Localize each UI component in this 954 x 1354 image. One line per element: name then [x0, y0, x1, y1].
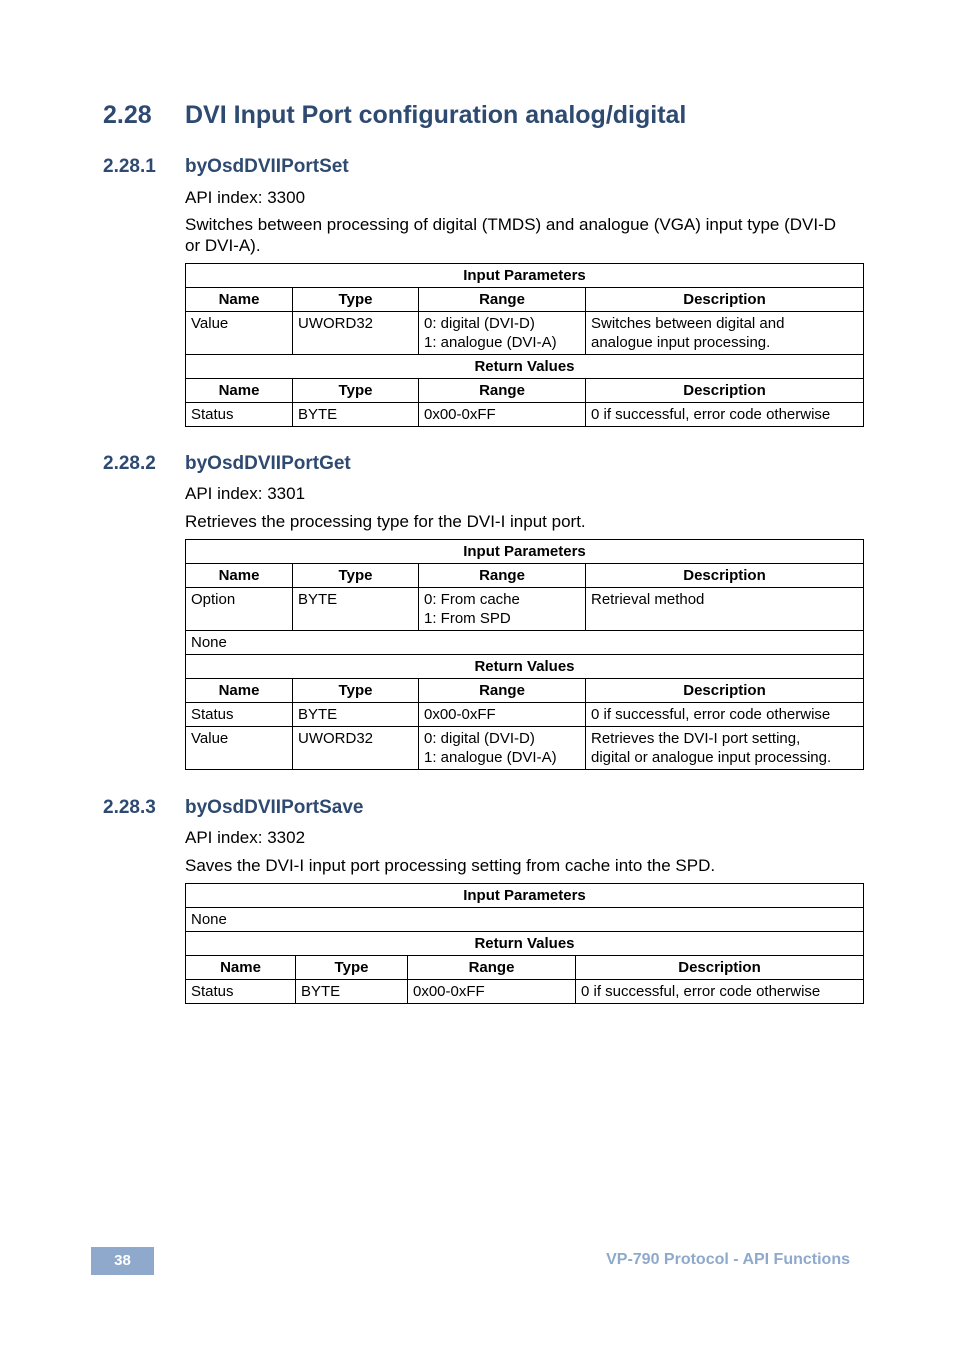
- col-type: Type: [293, 679, 419, 703]
- table-row: [186, 703, 864, 727]
- table-row: [186, 403, 864, 427]
- subsection-heading-3: [103, 797, 363, 819]
- col-description: Description: [586, 379, 864, 403]
- subsection-title: byOsdDVIIPortSet: [185, 156, 349, 177]
- cell-name: Value: [186, 727, 293, 770]
- cell-name: Status: [186, 703, 293, 727]
- cell-type: UWORD32: [293, 312, 419, 355]
- return-values-header: Return Values: [186, 655, 864, 679]
- table-row: [186, 588, 864, 631]
- subsection-title: byOsdDVIIPortSave: [185, 797, 364, 818]
- table-row: [186, 908, 864, 932]
- parameter-table-2: [185, 539, 864, 770]
- col-type: Type: [293, 379, 419, 403]
- cell-description: Retrieves the DVI-I port setting, digital or analogue input processing.: [586, 727, 864, 770]
- subsection-number: 2.28.2: [103, 453, 156, 474]
- col-range: Range: [419, 288, 586, 312]
- cell-name: Status: [186, 403, 293, 427]
- cell-description: Switches between digital and analogue input processing.: [586, 312, 864, 355]
- cell-none: None: [186, 631, 864, 655]
- col-type: Type: [293, 288, 419, 312]
- subsection-number: 2.28.1: [103, 156, 156, 177]
- cell-type: BYTE: [293, 403, 419, 427]
- cell-name: Value: [186, 312, 293, 355]
- cell-description: 0 if successful, error code otherwise: [576, 980, 864, 1004]
- col-range: Range: [408, 956, 576, 980]
- return-values-header: Return Values: [186, 932, 864, 956]
- cell-type: BYTE: [293, 703, 419, 727]
- subsection-heading-2: [103, 453, 351, 475]
- page-number: 38: [91, 1247, 154, 1275]
- function-description: Retrieves the processing type for the DVI-I input port.: [185, 512, 586, 531]
- subsection-title: byOsdDVIIPortGet: [185, 453, 351, 474]
- col-description: Description: [586, 288, 864, 312]
- cell-description: Retrieval method: [586, 588, 864, 631]
- section-heading: [103, 101, 686, 130]
- col-range: Range: [419, 679, 586, 703]
- col-name: Name: [186, 956, 296, 980]
- col-name: Name: [186, 564, 293, 588]
- cell-name: Status: [186, 980, 296, 1004]
- api-index: API index: 3302: [185, 828, 306, 847]
- col-type: Type: [296, 956, 408, 980]
- cell-range: 0x00-0xFF: [408, 980, 576, 1004]
- table-row: [186, 980, 864, 1004]
- cell-none: None: [186, 908, 864, 932]
- input-parameters-header: Input Parameters: [186, 540, 864, 564]
- input-parameters-header: Input Parameters: [186, 264, 864, 288]
- col-type: Type: [293, 564, 419, 588]
- table-row: [186, 631, 864, 655]
- api-index: API index: 3300: [185, 188, 306, 207]
- subsection-number: 2.28.3: [103, 797, 156, 818]
- table-row: [186, 312, 864, 355]
- col-name: Name: [186, 379, 293, 403]
- cell-range: 0: digital (DVI-D) 1: analogue (DVI-A): [419, 312, 586, 355]
- cell-type: BYTE: [293, 588, 419, 631]
- input-parameters-header: Input Parameters: [186, 884, 864, 908]
- cell-type: UWORD32: [293, 727, 419, 770]
- col-description: Description: [586, 564, 864, 588]
- footer-title: VP-790 Protocol - API Functions: [606, 1251, 850, 1268]
- col-range: Range: [419, 564, 586, 588]
- cell-range: 0: digital (DVI-D) 1: analogue (DVI-A): [419, 727, 586, 770]
- parameter-table-3: [185, 883, 864, 1004]
- col-range: Range: [419, 379, 586, 403]
- col-description: Description: [576, 956, 864, 980]
- section-title: DVI Input Port configuration analog/digital: [185, 101, 687, 129]
- api-index: API index: 3301: [185, 484, 306, 503]
- table-row: [186, 727, 864, 770]
- function-description: Switches between processing of digital (TMDS) and analogue (VGA) input type (DVI-D or DVI-A).: [185, 215, 837, 255]
- col-description: Description: [586, 679, 864, 703]
- cell-type: BYTE: [296, 980, 408, 1004]
- cell-name: Option: [186, 588, 293, 631]
- section-number: 2.28: [103, 101, 152, 129]
- cell-description: 0 if successful, error code otherwise: [586, 703, 864, 727]
- col-name: Name: [186, 679, 293, 703]
- cell-range: 0x00-0xFF: [419, 703, 586, 727]
- cell-range: 0x00-0xFF: [419, 403, 586, 427]
- col-name: Name: [186, 288, 293, 312]
- subsection-heading-1: [103, 156, 349, 178]
- cell-description: 0 if successful, error code otherwise: [586, 403, 864, 427]
- function-description: Saves the DVI-I input port processing setting from cache into the SPD.: [185, 856, 716, 875]
- cell-range: 0: From cache 1: From SPD: [419, 588, 586, 631]
- return-values-header: Return Values: [186, 355, 864, 379]
- parameter-table-1: [185, 263, 864, 427]
